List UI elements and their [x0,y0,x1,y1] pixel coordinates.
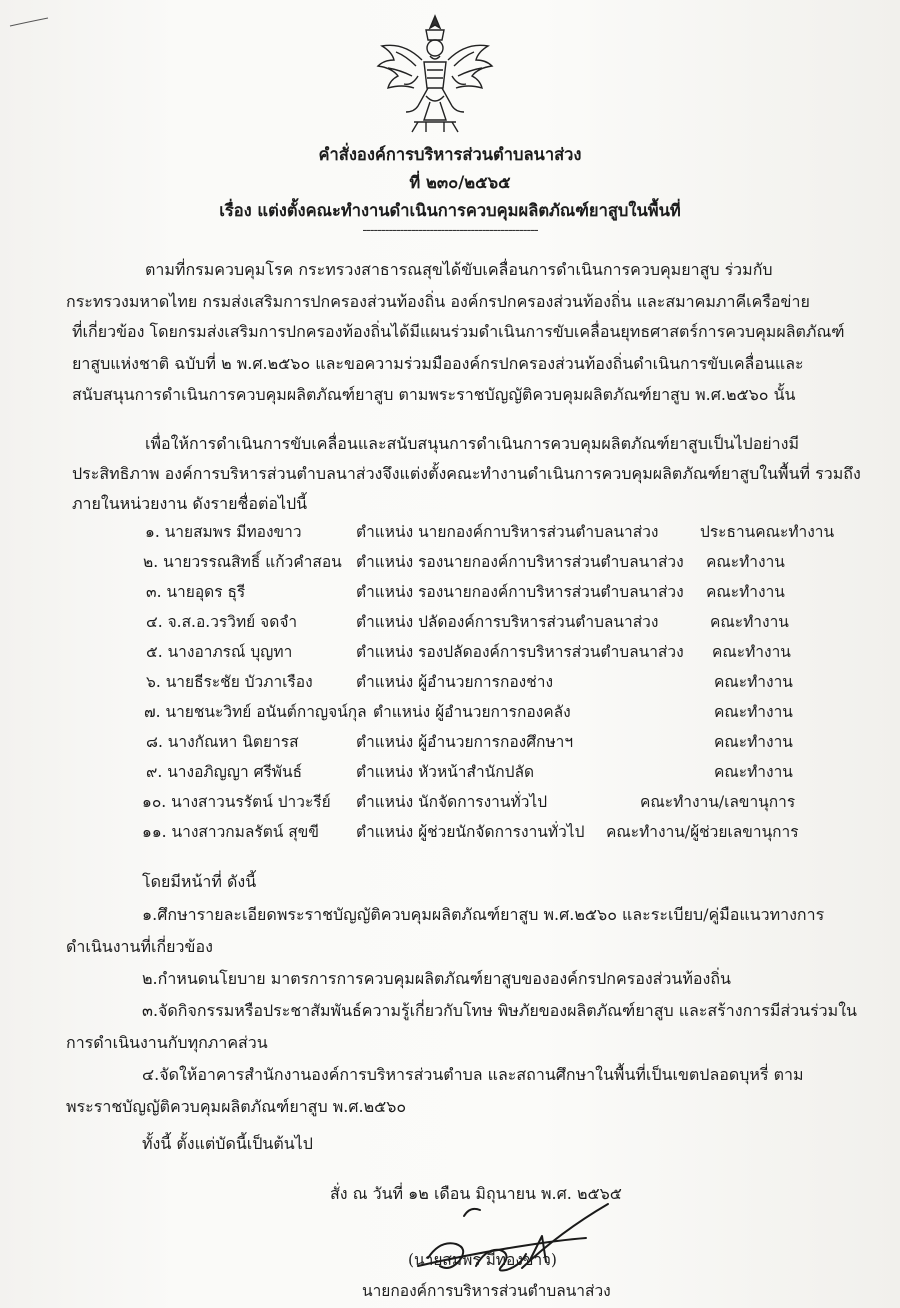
member-name: ๑. นายสมพร มีทองขาว [145,523,302,541]
member-position: ตำแหน่ง นายกองค์กาบริหารส่วนตำบลนาส่วง [356,523,659,541]
duty-line: ๒.กำหนดนโยบาย มาตรการการควบคุมผลิตภัณฑ์ยาสูบขององค์กรปกครองส่วนท้องถิ่น [142,969,731,988]
member-row [0,669,900,693]
member-row [0,549,900,573]
member-name: ๑๑. นางสาวกมลรัตน์ สุขขี [142,823,319,841]
para1-line: กระทรวงมหาดไทย กรมส่งเสริมการปกครองส่วนท้องถิ่น องค์กรปกครองส่วนท้องถิ่น และสมาคมภาคีเครือข่าย [66,292,810,311]
member-row [0,819,900,843]
signer-name: (นายสมพร มีทองขาว) [408,1251,557,1269]
member-name: ๕. นางอาภรณ์ บุญทา [146,643,293,661]
member-position: ตำแหน่ง หัวหน้าสำนักปลัด [356,763,535,781]
duty-line: พระราชบัญญัติควบคุมผลิตภัณฑ์ยาสูบ พ.ศ.๒๕๖๐ [66,1097,407,1116]
order-subject: เรื่อง แต่งตั้งคณะทำงานดำเนินการควบคุมผลิตภัณฑ์ยาสูบในพื้นที่ [219,201,681,220]
member-position: ตำแหน่ง ปลัดองค์การบริหารส่วนตำบลนาส่วง [356,613,659,631]
member-name: ๙. นางอภิญญา ศรีพันธ์ [146,763,303,781]
member-row [0,579,900,603]
duty-line: ๑.ศึกษารายละเอียดพระราชบัญญัติควบคุมผลิตภัณฑ์ยาสูบ พ.ศ.๒๕๖๐ และระเบียบ/คู่มือแนวทางการ [142,905,825,924]
member-name: ๑๐. นางสาวนรรัตน์ ปาวะรีย์ [142,793,331,811]
member-position: ตำแหน่ง รองนายกองค์กาบริหารส่วนตำบลนาส่วง [356,583,684,601]
member-name: ๔. จ.ส.อ.วรวิทย์ จดจำ [146,613,298,631]
order-title: คำสั่งองค์การบริหารส่วนตำบลนาส่วง [318,145,582,164]
para1-line: ตามที่กรมควบคุมโรค กระทรวงสาธารณสุขได้ขับเคลื่อนการดำเนินการควบคุมยาสูบ ร่วมกับ [145,260,773,279]
effective-clause: ทั้งนี้ ตั้งแต่บัดนี้เป็นต้นไป [142,1134,313,1153]
member-role: คณะทำงาน [714,673,793,691]
member-row [0,759,900,783]
member-position: ตำแหน่ง รองนายกองค์กาบริหารส่วนตำบลนาส่วง [356,553,684,571]
member-role: คณะทำงาน [714,733,793,751]
para1-line: ยาสูบแห่งชาติ ฉบับที่ ๒ พ.ศ.๒๕๖๐ และขอความร่วมมือองค์กรปกครองส่วนท้องถิ่นดำเนินการขับเคลื่อนและ [72,354,804,373]
member-name: ๗. นายชนะวิทย์ อนันต์กาญจน์กุล [144,703,367,721]
member-role: คณะทำงาน [712,643,791,661]
member-row [0,519,900,543]
para2-line: ประสิทธิภาพ องค์การบริหารส่วนตำบลนาส่วงจึงแต่งตั้งคณะทำงานดำเนินการควบคุมผลิตภัณฑ์ยาสูบในพื้นที่ รวมถึง [72,464,861,483]
member-name: ๖. นายธีระชัย บัวภาเรือง [146,673,313,691]
para2-line: เพื่อให้การดำเนินการขับเคลื่อนและสนับสนุนการดำเนินการควบคุมผลิตภัณฑ์ยาสูบเป็นไปอย่างมี [145,434,800,453]
order-number: ที่ ๒๓๐/๒๕๖๕ [409,173,511,192]
duty-line: ดำเนินงานที่เกี่ยวข้อง [66,937,213,956]
member-role: ประธานคณะทำงาน [700,523,835,541]
header-rule: ----------------------------------------------- [362,222,538,238]
member-role: คณะทำงาน [706,583,785,601]
duty-line: การดำเนินงานกับทุกภาคส่วน [66,1033,268,1052]
member-position: ตำแหน่ง ผู้อำนวยการกองช่าง [356,673,554,691]
para2-line: ภายในหน่วยงาน ดังรายชื่อต่อไปนี้ [72,494,308,513]
signer-title: นายกองค์การบริหารส่วนตำบลนาส่วง [362,1282,611,1300]
member-position: ตำแหน่ง รองปลัดองค์การบริหารส่วนตำบลนาส่วง [356,643,684,661]
member-row [0,639,900,663]
para1-line: สนับสนุนการดำเนินการควบคุมผลิตภัณฑ์ยาสูบ ตามพระราชบัญญัติควบคุมผลิตภัณฑ์ยาสูบ พ.ศ.๒๕๖๐ นั้น [72,385,796,404]
member-role: คณะทำงาน/เลขานุการ [640,793,796,811]
member-position: ตำแหน่ง ผู้ช่วยนักจัดการงานทั่วไป [356,823,585,841]
member-row [0,729,900,753]
duty-line: ๓.จัดกิจกรรมหรือประชาสัมพันธ์ความรู้เกี่ยวกับโทษ พิษภัยของผลิตภัณฑ์ยาสูบ และสร้างการมีส่วนร่วมใน [142,1001,857,1020]
garuda-emblem [374,12,496,136]
member-row [0,699,900,723]
member-position: ตำแหน่ง ผู้อำนวยการกองศึกษาฯ [356,733,574,751]
para1-line: ที่เกี่ยวข้อง โดยกรมส่งเสริมการปกครองท้องถิ่นได้มีแผนร่วมดำเนินการขับเคลื่อนยุทธศาสตร์การควบคุมผลิตภัณฑ์ [72,322,845,341]
member-role: คณะทำงาน [714,703,793,721]
member-role: คณะทำงาน [714,763,793,781]
order-date: สั่ง ณ วันที่ ๑๒ เดือน มิถุนายน พ.ศ. ๒๕๖๕ [330,1184,622,1203]
member-name: ๓. นายอุดร ธุรี [146,583,246,601]
member-name: ๘. นางกัณหา นิตยารส [146,733,299,751]
pen-scratch-mark [8,8,68,38]
member-row [0,609,900,633]
member-role: คณะทำงาน [706,553,785,571]
member-name: ๒. นายวรรณสิทธิ์ แก้วคำสอน [143,553,342,571]
duty-line: ๔.จัดให้อาคารสำนักงานองค์การบริหารส่วนตำบล และสถานศึกษาในพื้นที่เป็นเขตปลอดบุหรี่ ตาม [142,1065,804,1084]
member-row [0,789,900,813]
member-role: คณะทำงาน [710,613,789,631]
member-position: ตำแหน่ง นักจัดการงานทั่วไป [356,793,548,811]
duties-heading: โดยมีหน้าที่ ดังนี้ [142,872,257,891]
member-role: คณะทำงาน/ผู้ช่วยเลขานุการ [606,823,799,841]
member-position: ตำแหน่ง ผู้อำนวยการกองคลัง [373,703,571,721]
